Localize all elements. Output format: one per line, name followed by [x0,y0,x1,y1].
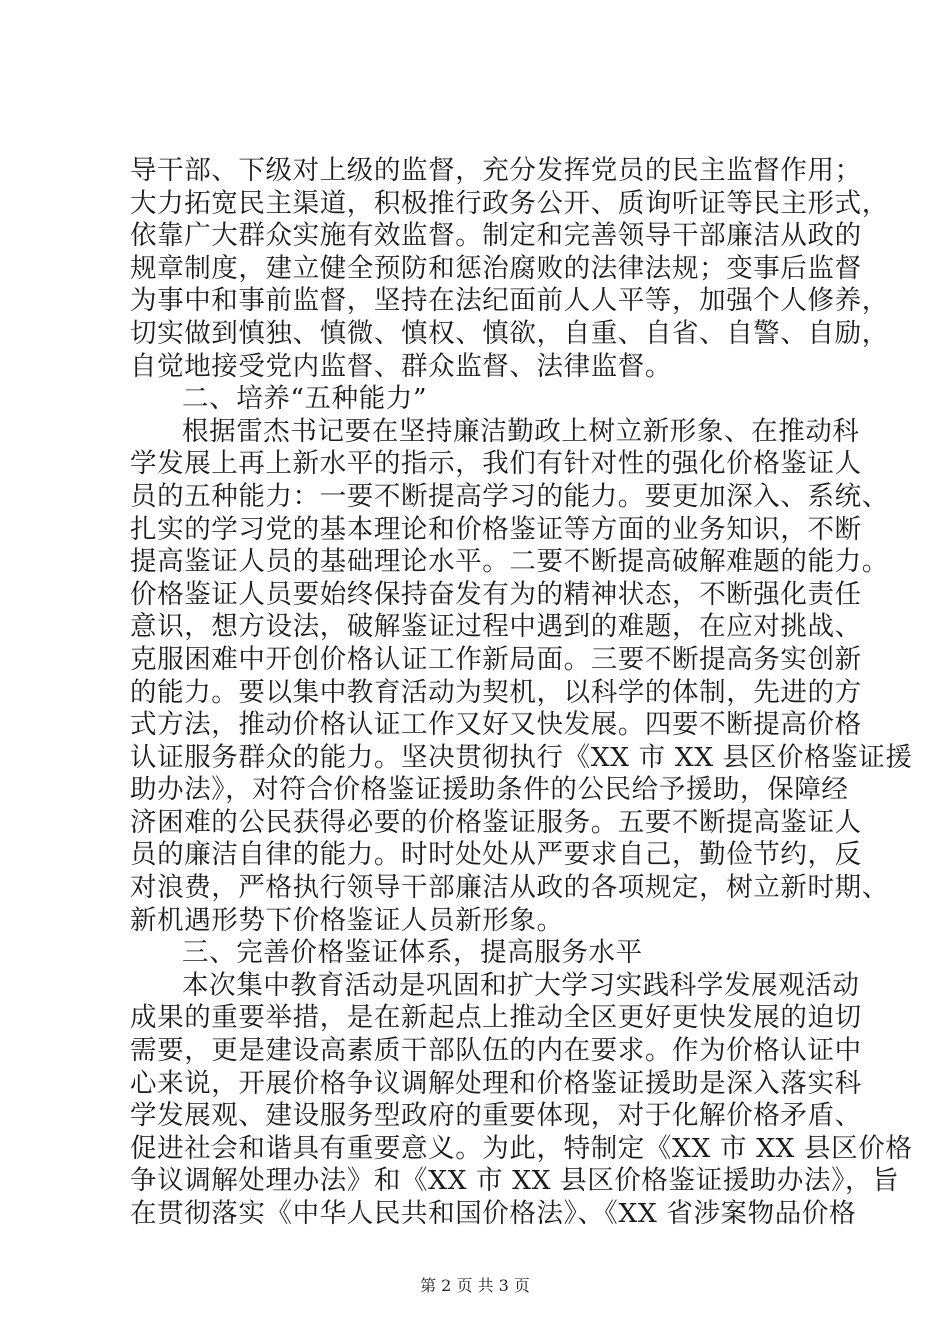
text-line: 争议调解处理办法》和《XX 市 XX 县区价格鉴证援助办法》，旨 [130,1165,900,1197]
text-line: 价格鉴证人员要始终保持奋发有为的精神状态，不断强化责任 [130,578,862,610]
text-line: 克服困难中开创价格认证工作新局面。三要不断提高务实创新 [130,643,862,675]
text-line: 式方法，推动价格认证工作又好又快发展。四要不断提高价格 [130,709,862,741]
text-line: 为事中和事前监督，坚持在法纪面前人人平等，加强个人修养， [130,285,889,317]
text-line: 需要，更是建设高素质干部队伍的内在要求。作为价格认证中 [130,1035,862,1067]
text-line: 导干部、下级对上级的监督，充分发挥党员的民主监督作用； [130,155,862,186]
text-line: 意识，想方设法，破解鉴证过程中遇到的难题，在应对挑战、 [130,611,862,643]
text-line: 自觉地接受党内监督、群众监督、法律监督。 [130,350,672,382]
text-line: 的能力。要以集中教育活动为契机，以科学的体制，先进的方 [130,676,862,708]
text-line: 学发展上再上新水平的指示，我们有针对性的强化价格鉴证人 [130,448,862,480]
text-line: 对浪费，严格执行领导干部廉洁从政的各项规定，树立新时期、 [130,872,889,904]
text-line: 认证服务群众的能力。坚决贯彻执行《XX 市 XX 县区价格鉴证援 [130,741,913,773]
text-line: 成果的重要举措，是在新起点上推动全区更好更快发展的迫切 [130,1002,862,1034]
text-line: 济困难的公民获得必要的价格鉴证服务。五要不断提高鉴证人 [130,806,862,838]
text-line: 学发展观、建设服务型政府的重要体现，对于化解价格矛盾、 [130,1100,862,1132]
text-line: 依靠广大群众实施有效监督。制定和完善领导干部廉洁从政的 [130,220,862,252]
text-line: 切实做到慎独、慎微、慎权、慎欲，自重、自省、自警、自励， [130,317,889,349]
text-line: 助办法》，对符合价格鉴证援助条件的公民给予援助，保障经 [130,774,849,806]
body-text [130,155,913,1231]
text-line: 促进社会和谐具有重要意义。为此，特制定《XX 市 XX 县区价格 [130,1132,913,1164]
section-heading: 三、完善价格鉴证体系，提高服务水平 [182,937,643,969]
text-line: 员的五种能力：一要不断提高学习的能力。要更加深入、系统、 [130,480,889,512]
text-line: 扎实的学习党的基本理论和价格鉴证等方面的业务知识，不断 [130,513,862,545]
text-line: 提高鉴证人员的基础理论水平。二要不断提高破解难题的能力。 [130,546,889,578]
text-line: 心来说，开展价格争议调解处理和价格鉴证援助是深入落实科 [130,1067,862,1099]
text-line: 在贯彻落实《中华人民共和国价格法》、《XX 省涉案物品价格 [130,1198,857,1229]
text-line: 新机遇形势下价格鉴证人员新形象。 [130,904,564,936]
text-line: 员的廉洁自律的能力。时时处处从严要求自己，勤俭节约，反 [130,839,862,871]
page-number-footer: 第 2 页 共 3 页 [420,1276,530,1295]
section-heading: 二、培养“五种能力” [182,383,428,415]
text-line: 大力拓宽民主渠道，积极推行政务公开、质询听证等民主形式， [130,187,889,219]
text-line: 规章制度，建立健全预防和惩治腐败的法律法规；变事后监督 [130,252,862,284]
text-line: 根据雷杰书记要在坚持廉洁勤政上树立新形象、在推动科 [182,415,860,447]
text-line: 本次集中教育活动是巩固和扩大学习实践科学发展观活动 [182,969,860,1001]
